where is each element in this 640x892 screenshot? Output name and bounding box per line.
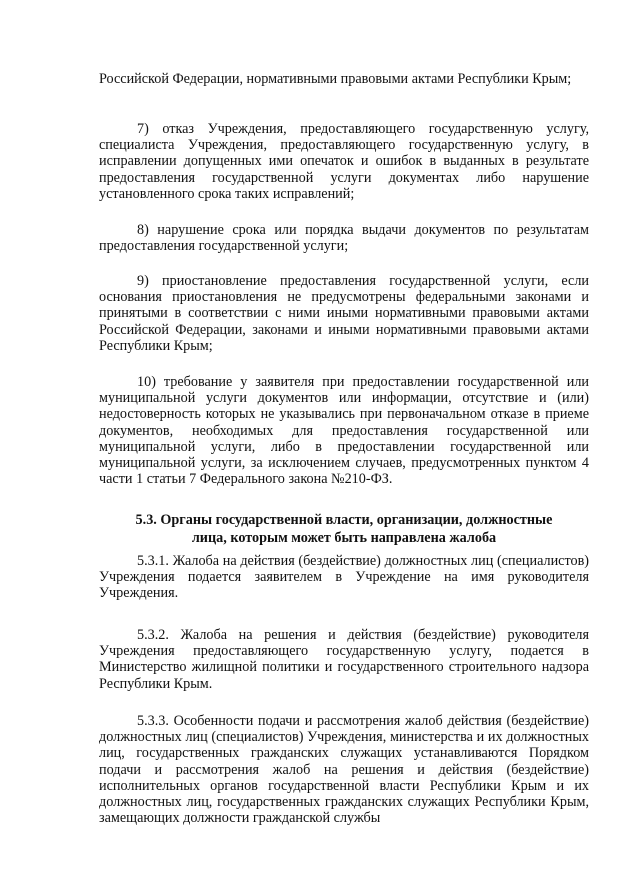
paragraph-item-8: 8) нарушение срока или порядка выдачи документов по результатам предоставления государственной услуги;	[99, 222, 589, 255]
paragraph-item-7: 7) отказ Учреждения, предоставляющего государственную услугу, специалиста Учреждения, предоставляющего государственную услугу, в исправлении допущенных ими опечаток и ошибок в выданных в результате предоставления государственной услуги документах либо нарушение установленного срока таких исправлений;	[99, 121, 589, 202]
paragraph-item-10: 10) требование у заявителя при предоставлении государственной или муниципальной услуги документов или информации, отсутствие и (или) недостоверность которых не указывались при первоначальном отказе в приеме документов, необходимых для предоставления государственной или муниципальной услуги, либо в предоставлении государственной или муниципальной услуги, за исключением случаев, предусмотренных пунктом 4 части 1 статьи 7 Федерального закона №210-ФЗ.	[99, 374, 589, 488]
paragraph-5-3-1: 5.3.1. Жалоба на действия (бездействие) должностных лиц (специалистов) Учреждения подается заявителем в Учреждение на имя руководителя Учреждения.	[99, 553, 589, 602]
paragraph-item-9: 9) приостановление предоставления государственной услуги, если основания приостановления не предусмотрены федеральными законами и принятыми в соответствии с ними иными нормативными правовыми актами Российской Федерации, законами и иными нормативными правовыми актами Республики Крым;	[99, 273, 589, 354]
section-heading-5-3	[99, 511, 589, 547]
section-heading-line-2: лица, которым может быть направлена жалоба	[191, 530, 497, 546]
paragraph-5-3-2: 5.3.2. Жалоба на решения и действия (бездействие) руководителя Учреждения предоставляющего государственную услугу, подается в Министерство жилищной политики и государственного строительного надзора Республики Крым.	[99, 627, 589, 692]
paragraph-5-3-3: 5.3.3. Особенности подачи и рассмотрения жалоб действия (бездействие) должностных лиц (специалистов) Учреждения, министерства и их должностных лиц, государственных гражданских служащих устанавливаются Порядком подачи и рассмотрения жалоб на решения и действия (бездействие) исполнительных органов государственной власти Республики Крым и их должностных лиц, государственных гражданских служащих Республики Крым, замещающих должности гражданской службы	[99, 713, 589, 827]
paragraph-continuation: Российской Федерации, нормативными правовыми актами Республики Крым;	[99, 71, 572, 87]
section-heading-line-1: 5.3. Органы государственной власти, организации, должностные	[135, 512, 553, 528]
